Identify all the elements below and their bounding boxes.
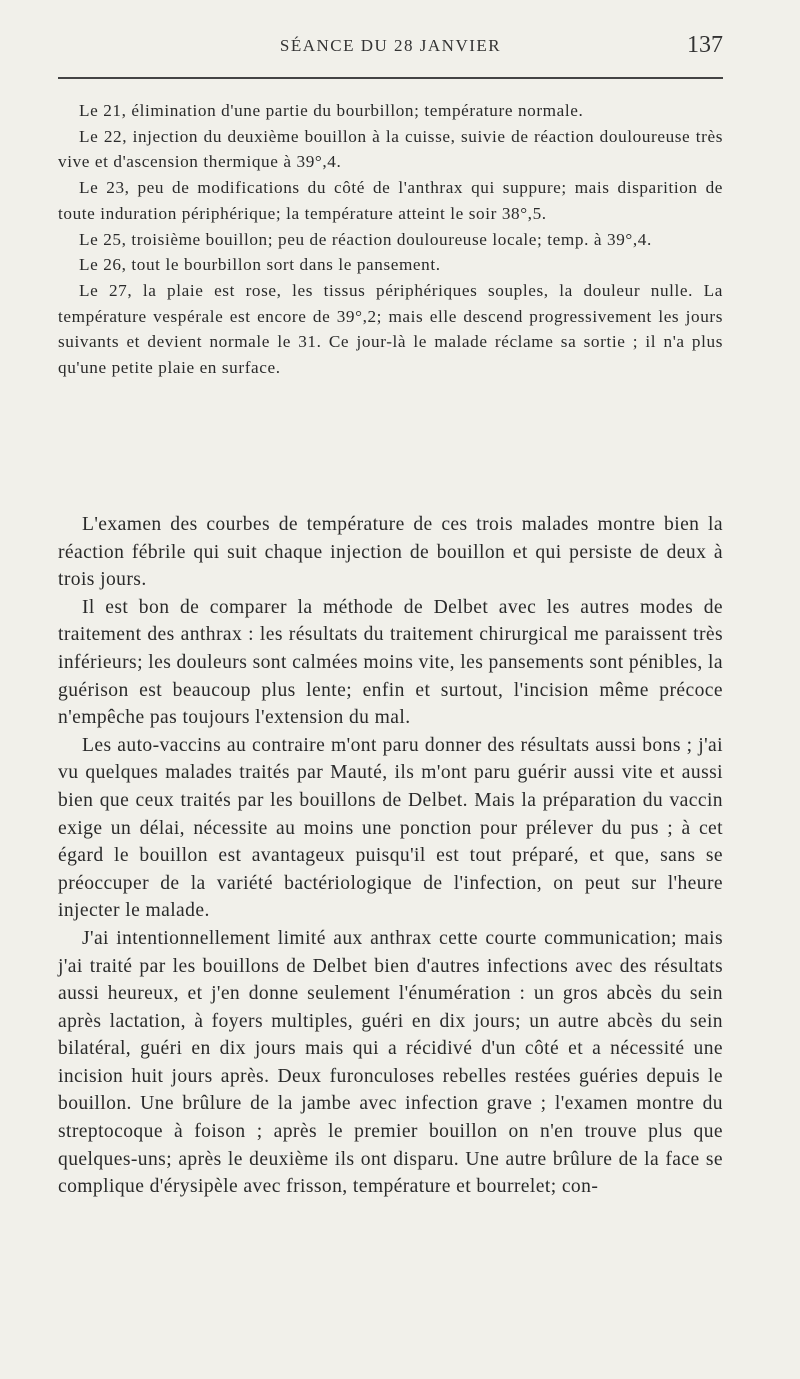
paragraph: Le 26, tout le bourbillon sort dans le pansement. xyxy=(79,255,441,275)
paragraph: Le 21, élimination d'une partie du bourbillon; température normale. xyxy=(79,101,584,120)
paragraph: Le 27, la plaie est rose, les tissus périphériques souples, la douleur nulle. La température vespérale est encore de 39°,2; mais elle descend progressivement les jours suivants et devient normale le 31. Ce jour-là le malade réclame sa sortie ; il n'a plus qu'une petite plaie en surface. xyxy=(58,280,723,378)
running-title: SÉANCE DU 28 JANVIER xyxy=(279,36,502,55)
paragraph: J'ai intentionnellement limité aux anthrax cette courte communication; mais j'ai traité par les bouillons de Delbet bien d'autres infections avec des résultats aussi heureux, et j'en donne seulement l'énumération : un gros abcès du sein après lactation, à foyers multiples, guéri en dix jours; un autre abcès du sein bilatéral, guéri en dix jours mais qui a récidivé d'un côté et a nécessité une incision huit jours après. Deux furonculoses rebelles restées guéries depuis le bouillon. Une brûlure de la jambe avec infection grave ; l'examen montre du streptocoque à foison ; après le premier bouillon on n'en trouve plus que quelques-uns; après le deuxième ils ont disparu. Une autre brûlure de la face se complique d'érysipèle avec frisson, température et bourrelet; con- xyxy=(58,927,723,1198)
case-notes xyxy=(58,98,723,381)
page-header xyxy=(58,32,723,66)
paragraph: Le 23, peu de modifications du côté de l'anthrax qui suppure; mais disparition de toute induration périphérique; la température atteint le soir 38°,5. xyxy=(58,178,723,223)
paragraph: Il est bon de comparer la méthode de Delbet avec les autres modes de traitement des anthrax : les résultats du traitement chirurgical me paraissent très inférieurs; les douleurs sont calmées moins vite, les pansements sont pénibles, la guérison est beaucoup plus lente; enfin et surtout, l'incision même précoce n'empêche pas toujours l'extension du mal. xyxy=(58,596,723,729)
paragraph: Le 22, injection du deuxième bouillon à la cuisse, suivie de réaction douloureuse très vive et d'ascension thermique à 39°,4. xyxy=(58,126,723,172)
discussion xyxy=(58,511,723,1201)
paragraph: L'examen des courbes de température de ces trois malades montre bien la réaction fébrile qui suit chaque injection de bouillon et qui persiste de deux à trois jours. xyxy=(58,514,723,591)
header-rule xyxy=(58,77,723,79)
paragraph: Les auto-vaccins au contraire m'ont paru donner des résultats aussi bons ; j'ai vu quelques malades traités par Mauté, ils m'ont paru guérir aussi vite et aussi bien que ceux traités par les bouillons de Delbet. Mais la préparation du vaccin exige un délai, nécessite au moins une ponction pour prélever du pus ; à cet égard le bouillon est avantageux puisqu'il est tout préparé, et que, sans se préoccuper de la variété bactériologique de l'infection, on peut sur l'heure injecter le malade. xyxy=(58,734,723,922)
page-number: 137 xyxy=(687,32,723,58)
paragraph: Le 25, troisième bouillon; peu de réaction douloureuse locale; temp. à 39°,4. xyxy=(79,229,652,249)
